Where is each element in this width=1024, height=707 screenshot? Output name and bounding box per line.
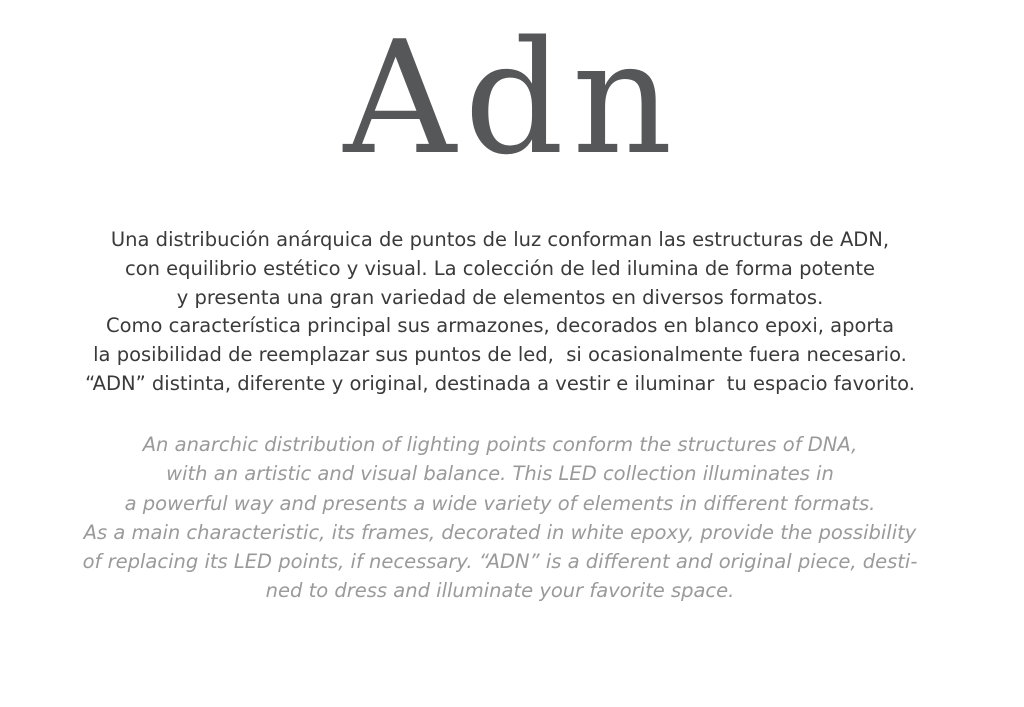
english-line: of replacing its LED points, if necessary. “ADN” is a different and original piece, desti- [82, 550, 918, 574]
spanish-line: y presenta una gran variedad de elementos en diversos formatos. [176, 285, 824, 309]
english-line: ned to dress and illuminate your favorite space. [265, 579, 735, 603]
english-line: An anarchic distribution of lighting points conform the structures of DNA, [142, 433, 858, 456]
spanish-line: “ADN” distinta, diferente y original, destinada a vestir e iluminar tu espacio favorito. [85, 371, 915, 395]
english-line: with an artistic and visual balance. This LED collection illuminates in [166, 462, 834, 486]
page-title: Adn [343, 7, 681, 189]
spanish-description [0, 226, 1000, 399]
spanish-line: Como característica principal sus armazones, decorados en blanco epoxi, aporta [105, 314, 895, 338]
english-description [0, 430, 1000, 606]
spanish-line: la posibilidad de reemplazar sus puntos de led, si ocasionalmente fuera necesario. [93, 343, 907, 367]
english-line: a powerful way and presents a wide variety of elements in different formats. [124, 491, 876, 515]
spanish-line: con equilibrio estético y visual. La colección de led ilumina de forma potente [124, 256, 876, 280]
spanish-line: Una distribución anárquica de puntos de luz conforman las estructuras de ADN, [110, 228, 890, 251]
english-line: As a main characteristic, its frames, decorated in white epoxy, provide the possibility [83, 520, 917, 544]
